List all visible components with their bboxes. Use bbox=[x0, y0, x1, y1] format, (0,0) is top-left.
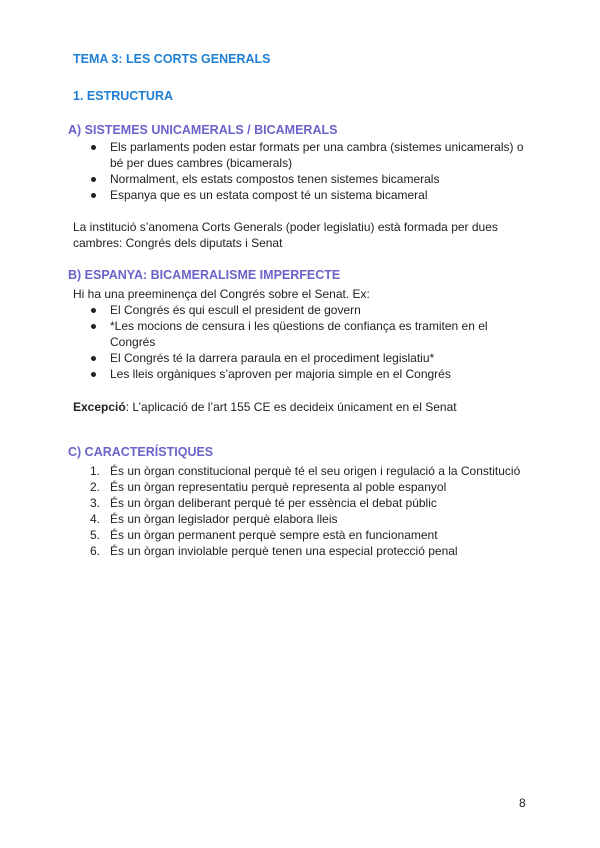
list-number: 6. bbox=[89, 544, 100, 558]
numbered-item: És un òrgan inviolable perquè tenen una especial protecció penal bbox=[110, 544, 458, 558]
list-number: 3. bbox=[89, 496, 100, 510]
list-item-continuation: Congrés bbox=[110, 335, 156, 349]
bullet-icon bbox=[91, 177, 96, 182]
bullet-icon bbox=[91, 308, 96, 313]
page-number: 8 bbox=[519, 796, 526, 810]
heading-c: C) CARACTERÍSTIQUES bbox=[68, 445, 214, 459]
exception-line bbox=[73, 399, 457, 415]
list-number: 5. bbox=[89, 528, 100, 542]
bullet-icon bbox=[91, 145, 96, 150]
section-heading-estructura: 1. ESTRUCTURA bbox=[73, 89, 174, 103]
numbered-item: És un òrgan deliberant perquè té per essència el debat públic bbox=[110, 496, 437, 510]
bullet-icon bbox=[91, 193, 96, 198]
bullet-icon bbox=[91, 324, 96, 329]
list-number: 2. bbox=[89, 480, 100, 494]
exception-text: : L’aplicació de l’art 155 CE es decideix únicament en el Senat bbox=[125, 400, 457, 414]
bullet-icon bbox=[91, 356, 96, 361]
list-number: 4. bbox=[89, 512, 100, 526]
heading-b: B) ESPANYA: BICAMERALISME IMPERFECTE bbox=[68, 268, 341, 282]
list-item: Els parlaments poden estar formats per una cambra (sistemes unicamerals) o bbox=[110, 140, 524, 154]
list-number: 1. bbox=[89, 464, 100, 478]
paragraph-line: cambres: Congrés dels diputats i Senat bbox=[73, 236, 283, 250]
exception-label: Excepció bbox=[73, 400, 126, 414]
list-item: Normalment, els estats compostos tenen sistemes bicamerals bbox=[110, 172, 440, 186]
numbered-item: És un òrgan permanent perquè sempre està en funcionament bbox=[110, 528, 438, 542]
list-item: *Les mocions de censura i les qüestions de confiança es tramiten en el bbox=[110, 319, 488, 333]
list-item: El Congrés té la darrera paraula en el procediment legislatiu* bbox=[110, 351, 435, 365]
bullet-icon bbox=[91, 372, 96, 377]
list-item: El Congrés és qui escull el president de govern bbox=[110, 303, 361, 317]
list-item-continuation: bé per dues cambres (bicamerals) bbox=[110, 156, 293, 170]
list-item: Les lleis orgàniques s’aproven per majoria simple en el Congrés bbox=[110, 367, 451, 381]
numbered-item: És un òrgan constitucional perquè té el seu origen i regulació a la Constitució bbox=[110, 464, 521, 478]
list-item: Espanya que es un estata compost té un sistema bicameral bbox=[110, 188, 428, 202]
page-title: TEMA 3: LES CORTS GENERALS bbox=[73, 52, 271, 66]
heading-a: A) SISTEMES UNICAMERALS / BICAMERALS bbox=[68, 123, 338, 137]
numbered-item: És un òrgan legislador perquè elabora lleis bbox=[110, 512, 338, 526]
intro-text: Hi ha una preeminença del Congrés sobre el Senat. Ex: bbox=[73, 287, 370, 301]
paragraph-line: La institució s’anomena Corts Generals (poder legislatiu) està formada per dues bbox=[73, 220, 498, 234]
numbered-item: És un òrgan representatiu perquè representa al poble espanyol bbox=[110, 480, 447, 494]
